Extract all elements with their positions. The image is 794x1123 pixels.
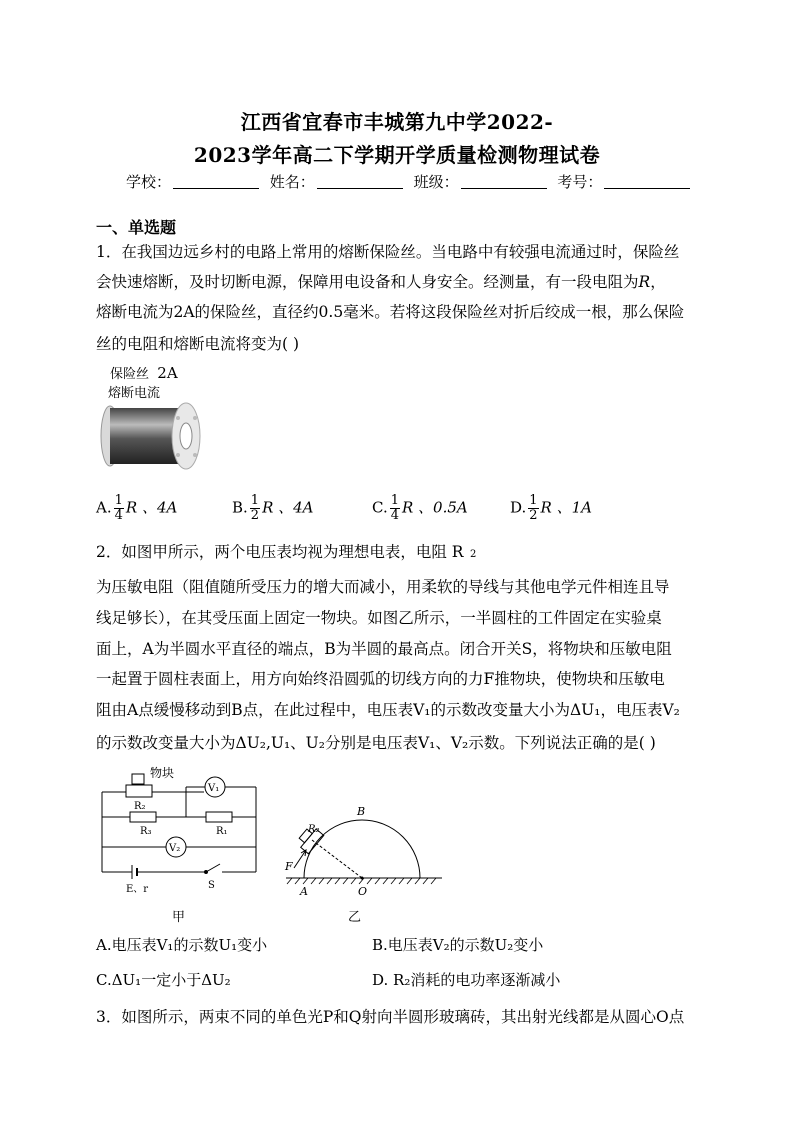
name-blank xyxy=(317,174,403,189)
circuit-label-battery: E、r xyxy=(126,884,149,895)
exam-title-line2: 2023学年高二下学期开学质量检测物理试卷 xyxy=(193,143,601,167)
q2-option-b[interactable]: B.电压表V₂的示数U₂变小 xyxy=(372,936,544,954)
circuit-label-r2: R₂ xyxy=(134,801,146,812)
q2-option-c[interactable]: C.ΔU₁一定小于ΔU₂ xyxy=(96,971,231,989)
q1-line-4: 丝的电阻和熔断电流将变为( ) xyxy=(96,335,300,353)
q2-line-6: 阻由A点缓慢移动到B点，在此过程中，电压表V₁的示数改变量大小为ΔU₁，电压表V₂ xyxy=(96,701,680,719)
fuse-label: 保险丝 2A xyxy=(110,364,178,382)
q1-option-b[interactable]: B. $\frac{1}{2}$ R 、4A xyxy=(232,493,314,523)
circuit-diagram xyxy=(96,762,266,902)
figure-label-jia: 甲 xyxy=(172,910,186,925)
semicircle-label-o: O xyxy=(358,885,368,898)
student-info-row xyxy=(126,171,696,192)
semicircle-diagram xyxy=(282,800,444,900)
q2-line-1: 2．如图甲所示，两个电压表均视为理想电表，电阻 R xyxy=(96,543,464,561)
semicircle-label-r2: R₂ xyxy=(308,824,320,835)
semicircle-label-f: F xyxy=(285,860,293,873)
r-symbol: R xyxy=(638,273,651,291)
section-title: 一、单选题 xyxy=(96,218,177,237)
circuit-label-switch: S xyxy=(208,880,215,891)
exam-no-blank xyxy=(604,174,690,189)
q2-line-2: 为压敏电阻（阻值随所受压力的增大而减小，用柔软的导线与其他电学元件相连且导 xyxy=(96,578,670,596)
q2-line-7: 的示数改变量大小为ΔU₂,U₁、U₂分别是电压表V₁、V₂示数。下列说法正确的是( ) xyxy=(96,734,656,752)
name-label: 姓名： xyxy=(269,173,315,191)
fuse-wire-spool-image xyxy=(98,400,210,474)
q2-line-5: 一起置于圆柱表面上，用方向始终沿圆弧的切线方向的力F推物块，使物块和压敏电 xyxy=(96,670,665,688)
circuit-label-v1: V₁ xyxy=(208,783,220,794)
melt-current-label: 熔断电流 xyxy=(108,386,161,401)
q2-r2-subscript: 2 xyxy=(470,549,477,560)
circuit-label-r3: R₃ xyxy=(140,826,152,837)
semicircle-label-b: B xyxy=(357,805,366,818)
q1-option-a[interactable]: A. $\frac{1}{4}$ R 、4A xyxy=(96,493,178,523)
school-label: 学校： xyxy=(126,173,172,191)
q2-line-4: 面上，A为半圆水平直径的端点，B为半圆的最高点。闭合开关S，将物块和压敏电阻 xyxy=(96,640,672,658)
circuit-label-v2: V₂ xyxy=(169,843,181,854)
q1-option-c[interactable]: C. $\frac{1}{4}$ R 、0.5A xyxy=(372,493,468,523)
q2-option-a[interactable]: A.电压表V₁的示数U₁变小 xyxy=(96,936,268,954)
q1-line-1: 1．在我国边远乡村的电路上常用的熔断保险丝。当电路中有较强电流通过时，保险丝 xyxy=(96,243,680,261)
semicircle-label-a: A xyxy=(300,885,308,898)
q1-line-3: 熔断电流为2A的保险丝，直径约0.5毫米。若将这段保险丝对折后绞成一根，那么保险 xyxy=(96,303,685,321)
q1-line-2: 会快速熔断，及时切断电源，保障用电设备和人身安全。经测量，有一段电阻为R， xyxy=(96,273,666,291)
q1-option-d[interactable]: D. $\frac{1}{2}$ R 、1A xyxy=(510,493,592,523)
circuit-label-r1: R₁ xyxy=(216,826,228,837)
school-blank xyxy=(173,174,259,189)
q3-line-1: 3．如图所示，两束不同的单色光P和Q射向半圆形玻璃砖，其出射光线都是从圆心O点 xyxy=(96,1008,685,1026)
q2-line-3: 线足够长），在其受压面上固定一物块。如图乙所示，一半圆柱的工件固定在实验桌 xyxy=(96,609,662,627)
class-label: 班级： xyxy=(413,173,459,191)
figure-label-yi: 乙 xyxy=(348,910,362,925)
exam-no-label: 考号： xyxy=(557,173,603,191)
circuit-label-block: 物块 xyxy=(150,766,175,780)
exam-title-line1: 江西省宜春市丰城第九中学2022- xyxy=(240,110,554,134)
class-blank xyxy=(461,174,547,189)
q2-option-d[interactable]: D. R₂消耗的电功率逐渐减小 xyxy=(372,971,561,989)
